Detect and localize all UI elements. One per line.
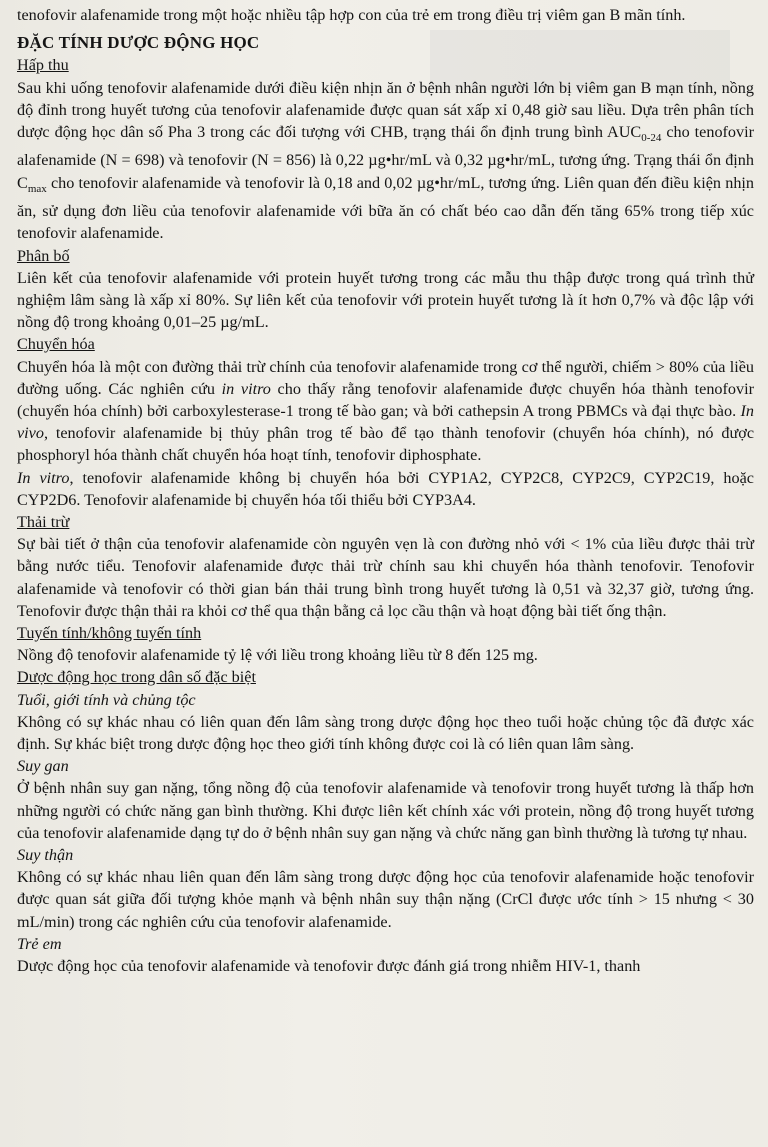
metabolism-paragraph-2: In vitro, tenofovir alafenamide không bị chuyển hóa bởi CYP1A2, CYP2C8, CYP2C9, CYP2C19, hoặc CYP2D6. Tenofovir alafenamide bị chuyển hóa tối thiểu bởi CYP3A4.: [17, 468, 754, 509]
special-populations-heading: Dược động học trong dân số đặc biệt: [17, 668, 256, 687]
hepatic-impairment-heading: Suy gan: [17, 757, 69, 776]
metabolism-paragraph-1: Chuyển hóa là một con đường thải trừ chính của tenofovir alafenamide trong cơ thể người, chiếm > 80% của liều đường uống. Các nghiên cứu in vitro cho thấy rằng tenofovir alafenamide được chuyển hóa thành tenofovir (chuyển hóa chính) bởi carboxylesterase-1 trong tế bào gan; và bởi cathepsin A trong PBMCs và đại thực bào. In vivo, tenofovir alafenamide bị thủy phân trog tế bào để tạo thành tenofovir (chuyển hóa chính), nó được phosphoryl hóa thành chất chuyển hóa hoạt tính, tenofovir diphosphate.: [17, 357, 754, 465]
age-gender-race-paragraph: Không có sự khác nhau có liên quan đến lâm sàng trong dược động học theo tuổi hoặc chủng tộc đã được xác định. Sự khác biệt trong dược động học theo giới tính không được coi là có liên quan lâm sàng.: [17, 712, 754, 753]
intro-paragraph: tenofovir alafenamide trong một hoặc nhiều tập hợp con của trẻ em trong điều trị viêm gan B mãn tính.: [17, 6, 686, 24]
renal-impairment-heading: Suy thận: [17, 845, 74, 864]
linearity-heading: Tuyến tính/không tuyến tính: [17, 623, 202, 642]
pediatric-paragraph: Dược động học của tenofovir alafenamide và tenofovir được đánh giá trong nhiễm HIV-1, thanh: [17, 957, 641, 975]
elimination-paragraph: Sự bài tiết ở thận của tenofovir alafenamide còn nguyên vẹn là con đường nhỏ với < 1% của liều được thải trừ bằng nước tiểu. Tenofovir alafenamide được thải trừ chính sau khi chuyển hóa thành tenofovir. Tenofovir alafenamide và tenofovir có thời gian bán thải trung bình trong huyết tương là 0,51 và 32,37 giờ, tương ứng. Tenofovir được thận thải ra khỏi cơ thể qua thận bằng cả lọc cầu thận và hoạt động bài tiết ống thận.: [17, 535, 754, 620]
linearity-paragraph: Nồng độ tenofovir alafenamide tỷ lệ với liều trong khoảng liều từ 8 đến 125 mg.: [17, 646, 538, 665]
section-title: ĐẶC TÍNH DƯỢC ĐỘNG HỌC: [17, 33, 260, 53]
elimination-heading: Thải trừ: [17, 512, 70, 531]
metabolism-heading: Chuyển hóa: [17, 335, 95, 354]
auc-subscript: 0-24: [641, 132, 662, 145]
hepatic-impairment-paragraph: Ở bệnh nhân suy gan nặng, tổng nồng độ của tenofovir alafenamide và tenofovir trong huyết tương là thấp hơn những người có chức năng gan bình thường. Khi được liên kết chính xác với protein, nồng độ trong huyết tương của tenofovir alafenamide dạng tự do ở bệnh nhân suy gan nặng và chức năng gan bình thường là tương tự nhau.: [17, 779, 754, 842]
distribution-paragraph: Liên kết của tenofovir alafenamide với protein huyết tương trong các mẫu thu thập được trong quá trình thử nghiệm lâm sàng là xấp xỉ 80%. Sự liên kết của tenofovir với protein huyết tương là ít hơn 0,7% và độc lập với nồng độ trong khoảng 0,01–25 µg/mL.: [17, 268, 754, 332]
renal-impairment-paragraph: Không có sự khác nhau liên quan đến lâm sàng trong dược động học của tenofovir alafenamide hoặc tenofovir được quan sát giữa đối tượng khỏe mạnh và bệnh nhân suy thận nặng (CrCl được ước tính > 15 nhưng < 30 mL/min) trong các nghiên cứu của tenofovir alafenamide.: [17, 868, 754, 931]
cmax-subscript: max: [27, 182, 47, 195]
pediatric-heading: Trẻ em: [17, 934, 62, 953]
absorption-heading: Hấp thu: [17, 56, 69, 75]
age-gender-race-heading: Tuổi, giới tính và chủng tộc: [17, 690, 196, 709]
absorption-paragraph: Sau khi uống tenofovir alafenamide dưới điều kiện nhịn ăn ở bệnh nhân người lớn bị viêm gan B mạn tính, nồng độ đỉnh trong huyết tương của tenofovir alafenamide được quan sát xấp xỉ 0,48 giờ sau liều. Dựa trên phân tích dược động học dân số Pha 3 trong các đối tượng với CHB, trạng thái ổn định trung bình $AUC_{0-24}$ cho tenofovir alafenamide (N = 698) và tenofovir (N = 856) là 0,22 µg•hr/mL và 0,32 µg•hr/mL, tương ứng. Trạng thái ổn định $C_{max}$ cho tenofovir alafenamide và tenofovir là 0,18 and 0,02 µg•hr/mL, tương ứng. Liên quan đến điều kiện nhịn ăn, sử dụng đơn liều của tenofovir alafenamide với bữa ăn có chất béo cao dẫn đến tăng 65% trong tiếp xúc tenofovir alafenamide.: [17, 78, 755, 243]
distribution-heading: Phân bố: [17, 246, 70, 265]
